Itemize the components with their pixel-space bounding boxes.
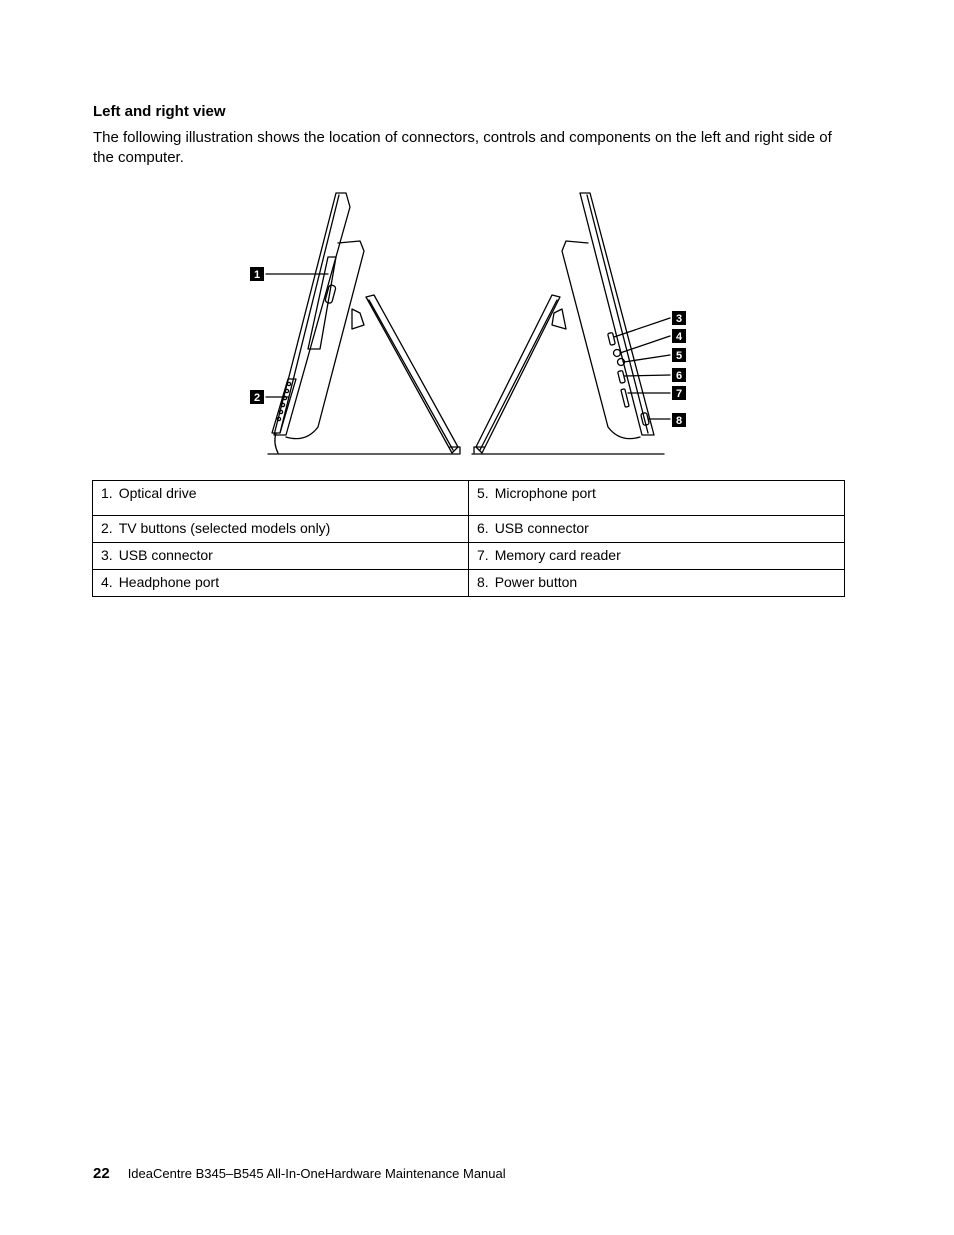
intro-paragraph: The following illustration shows the location of connectors, controls and components on the left and right side of the computer. [93, 129, 832, 166]
item-label: Optical drive [118, 485, 197, 501]
table-cell [93, 481, 469, 516]
component-legend-table [92, 480, 845, 597]
item-number: 3. [101, 547, 113, 563]
item-label: Memory card reader [494, 547, 621, 563]
callout-number: 8 [675, 415, 683, 427]
callout-marker-1 [250, 267, 264, 281]
right-side-drawing [472, 193, 664, 454]
callout-number: 7 [675, 388, 683, 400]
item-label: Microphone port [494, 485, 596, 501]
table-cell [469, 543, 845, 570]
callout-marker-7 [672, 386, 686, 400]
callout-number: 2 [253, 392, 261, 404]
left-side-drawing [268, 193, 460, 454]
left-right-view-illustration [240, 185, 700, 465]
table-cell [469, 570, 845, 597]
page-number: 22 [93, 1165, 110, 1182]
item-label: Headphone port [118, 574, 220, 590]
callout-marker-4 [672, 329, 686, 343]
callout-marker-8 [672, 413, 686, 427]
callout-number: 1 [253, 269, 261, 281]
table-cell [469, 481, 845, 516]
item-number: 8. [477, 574, 489, 590]
item-label: Power button [494, 574, 578, 590]
callout-marker-5 [672, 348, 686, 362]
callout-number: 6 [675, 370, 683, 382]
table-cell [93, 543, 469, 570]
callout-number: 5 [675, 350, 683, 362]
item-number: 4. [101, 574, 113, 590]
item-label: USB connector [494, 520, 589, 536]
item-number: 5. [477, 485, 489, 501]
table-cell [93, 516, 469, 543]
callout-marker-3 [672, 311, 686, 325]
callout-number: 4 [675, 331, 683, 343]
callout-marker-2 [250, 390, 264, 404]
table-row [93, 543, 845, 570]
manual-title: IdeaCentre B345–B545 All-In-OneHardware Maintenance Manual [127, 1166, 506, 1181]
item-label: TV buttons (selected models only) [118, 520, 331, 536]
item-number: 6. [477, 520, 489, 536]
section-heading: Left and right view [93, 103, 226, 120]
table-row [93, 481, 845, 516]
callout-number: 3 [675, 313, 683, 325]
item-number: 1. [101, 485, 113, 501]
item-label: USB connector [118, 547, 213, 563]
callout-marker-6 [672, 368, 686, 382]
table-row [93, 516, 845, 543]
item-number: 7. [477, 547, 489, 563]
table-cell [93, 570, 469, 597]
item-number: 2. [101, 520, 113, 536]
table-cell [469, 516, 845, 543]
table-row [93, 570, 845, 597]
page-footer [93, 1165, 506, 1182]
